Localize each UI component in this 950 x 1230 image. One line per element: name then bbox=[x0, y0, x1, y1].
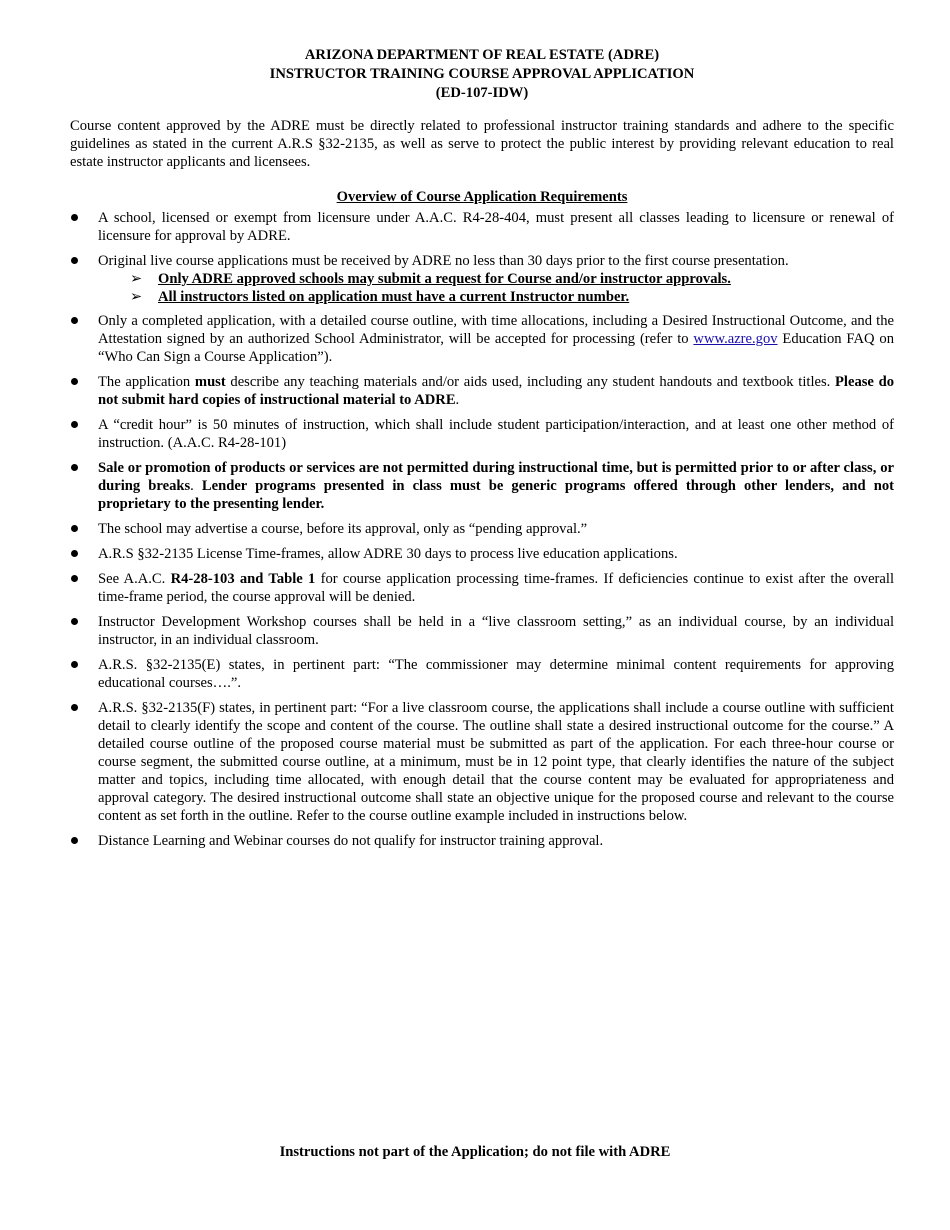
bullet-icon bbox=[71, 317, 78, 324]
arrow-bullet-icon: ➢ bbox=[130, 289, 143, 305]
title-line-2: INSTRUCTOR TRAINING COURSE APPROVAL APPLICATION bbox=[269, 66, 695, 82]
arrow-bullet-icon: ➢ bbox=[130, 271, 143, 287]
bullet-icon bbox=[71, 525, 78, 532]
document-title bbox=[70, 46, 894, 103]
list-item: Sale or promotion of products or services are not permitted during instructional time, but is permitted prior to or after class, or during breaks. Lender programs presented in class must be generic programs offered through other lenders, and not proprietary to the presenting lender. bbox=[70, 459, 894, 513]
bullet-icon bbox=[71, 618, 78, 625]
overview-heading: Overview of Course Application Requirements bbox=[336, 189, 628, 205]
bullet-icon bbox=[71, 257, 78, 264]
bullet-icon bbox=[71, 378, 78, 385]
azre-website-link[interactable]: www.azre.gov bbox=[693, 331, 778, 347]
bullet-icon bbox=[71, 704, 78, 711]
bullet-icon bbox=[71, 550, 78, 557]
list-item: A.R.S. §32-2135(E) states, in pertinent part: “The commissioner may determine minimal content requirements for approving educational courses….”. bbox=[70, 656, 894, 692]
list-item: A.R.S. §32-2135(F) states, in pertinent part: “For a live classroom course, the applications shall include a course outline with sufficient detail to clearly identify the scope and content of the course. The outline shall state a desired instructional outcome for the course.” A detailed course outline of the proposed course material must be submitted as part of the application. For each three-hour course or course segment, the submitted course outline, at a minimum, must be in 12 point type, that clearly identifies the nature of the subject matter and topics, including time allocated, with enough detail that the course content may be evaluated for appropriateness and approval category. The desired instructional outcome shall state an objective unique for the proposed course and relevant to the course content as set forth in the outline. Refer to the course outline example included in instructions below. bbox=[70, 699, 894, 825]
list-item: See A.A.C. R4-28-103 and Table 1 for course application processing time-frames. If deficiencies continue to exist after the overall time-frame period, the course approval will be denied. bbox=[70, 570, 894, 606]
list-item: The school may advertise a course, before its approval, only as “pending approval.” bbox=[70, 520, 894, 538]
list-item: A school, licensed or exempt from licensure under A.A.C. R4-28-404, must present all classes leading to licensure or renewal of licensure for approval by ADRE. bbox=[70, 209, 894, 245]
sub-list-item: ➢ All instructors listed on application must have a current Instructor number. bbox=[130, 289, 630, 305]
bullet-icon bbox=[71, 837, 78, 844]
list-item: The application must describe any teaching materials and/or aids used, including any student handouts and textbook titles. Please do not submit hard copies of instructional material to ADRE. bbox=[70, 373, 894, 409]
requirements-list bbox=[70, 209, 894, 850]
list-item: Instructor Development Workshop courses shall be held in a “live classroom setting,” as an individual course, by an individual instructor, in an individual classroom. bbox=[70, 613, 894, 649]
list-item: A “credit hour” is 50 minutes of instruction, which shall include student participation/interaction, and at least one other method of instruction. (A.A.C. R4-28-101) bbox=[70, 416, 894, 452]
list-item: Only a completed application, with a detailed course outline, with time allocations, including a Desired Instructional Outcome, and the Attestation signed by an authorized School Administrator, will be accepted for processing (refer to www.azre.gov Education FAQ on “Who Can Sign a Course Application”). bbox=[70, 312, 894, 366]
document-page bbox=[70, 46, 894, 857]
title-line-3: (ED-107-IDW) bbox=[435, 85, 529, 101]
bullet-icon bbox=[71, 214, 78, 221]
footer-note: Instructions not part of the Application; do not file with ADRE bbox=[279, 1144, 671, 1160]
sub-list bbox=[98, 270, 894, 306]
bullet-icon bbox=[71, 661, 78, 668]
bullet-icon bbox=[71, 421, 78, 428]
sub-list-item: ➢ Only ADRE approved schools may submit a request for Course and/or instructor approvals. bbox=[130, 271, 731, 287]
title-line-1: ARIZONA DEPARTMENT OF REAL ESTATE (ADRE) bbox=[304, 47, 660, 63]
list-item: Original live course applications must be received by ADRE no less than 30 days prior to the first course presentation. ➢ Only ADRE approved schools may submit a request for Course and/or instructor approvals. ➢ All instructors listed on application must have a current Instructor number. bbox=[70, 252, 894, 306]
intro-paragraph: Course content approved by the ADRE must be directly related to professional instructor training standards and adhere to the specific guidelines as stated in the current A.R.S §32-2135, as well as serve to protect the public interest by providing relevant education to real estate instructor applicants and licensees. bbox=[70, 118, 894, 170]
bullet-icon bbox=[71, 464, 78, 471]
bullet-icon bbox=[71, 575, 78, 582]
list-item: A.R.S §32-2135 License Time-frames, allow ADRE 30 days to process live education applications. bbox=[70, 545, 894, 563]
list-item: Distance Learning and Webinar courses do not qualify for instructor training approval. bbox=[70, 832, 894, 850]
